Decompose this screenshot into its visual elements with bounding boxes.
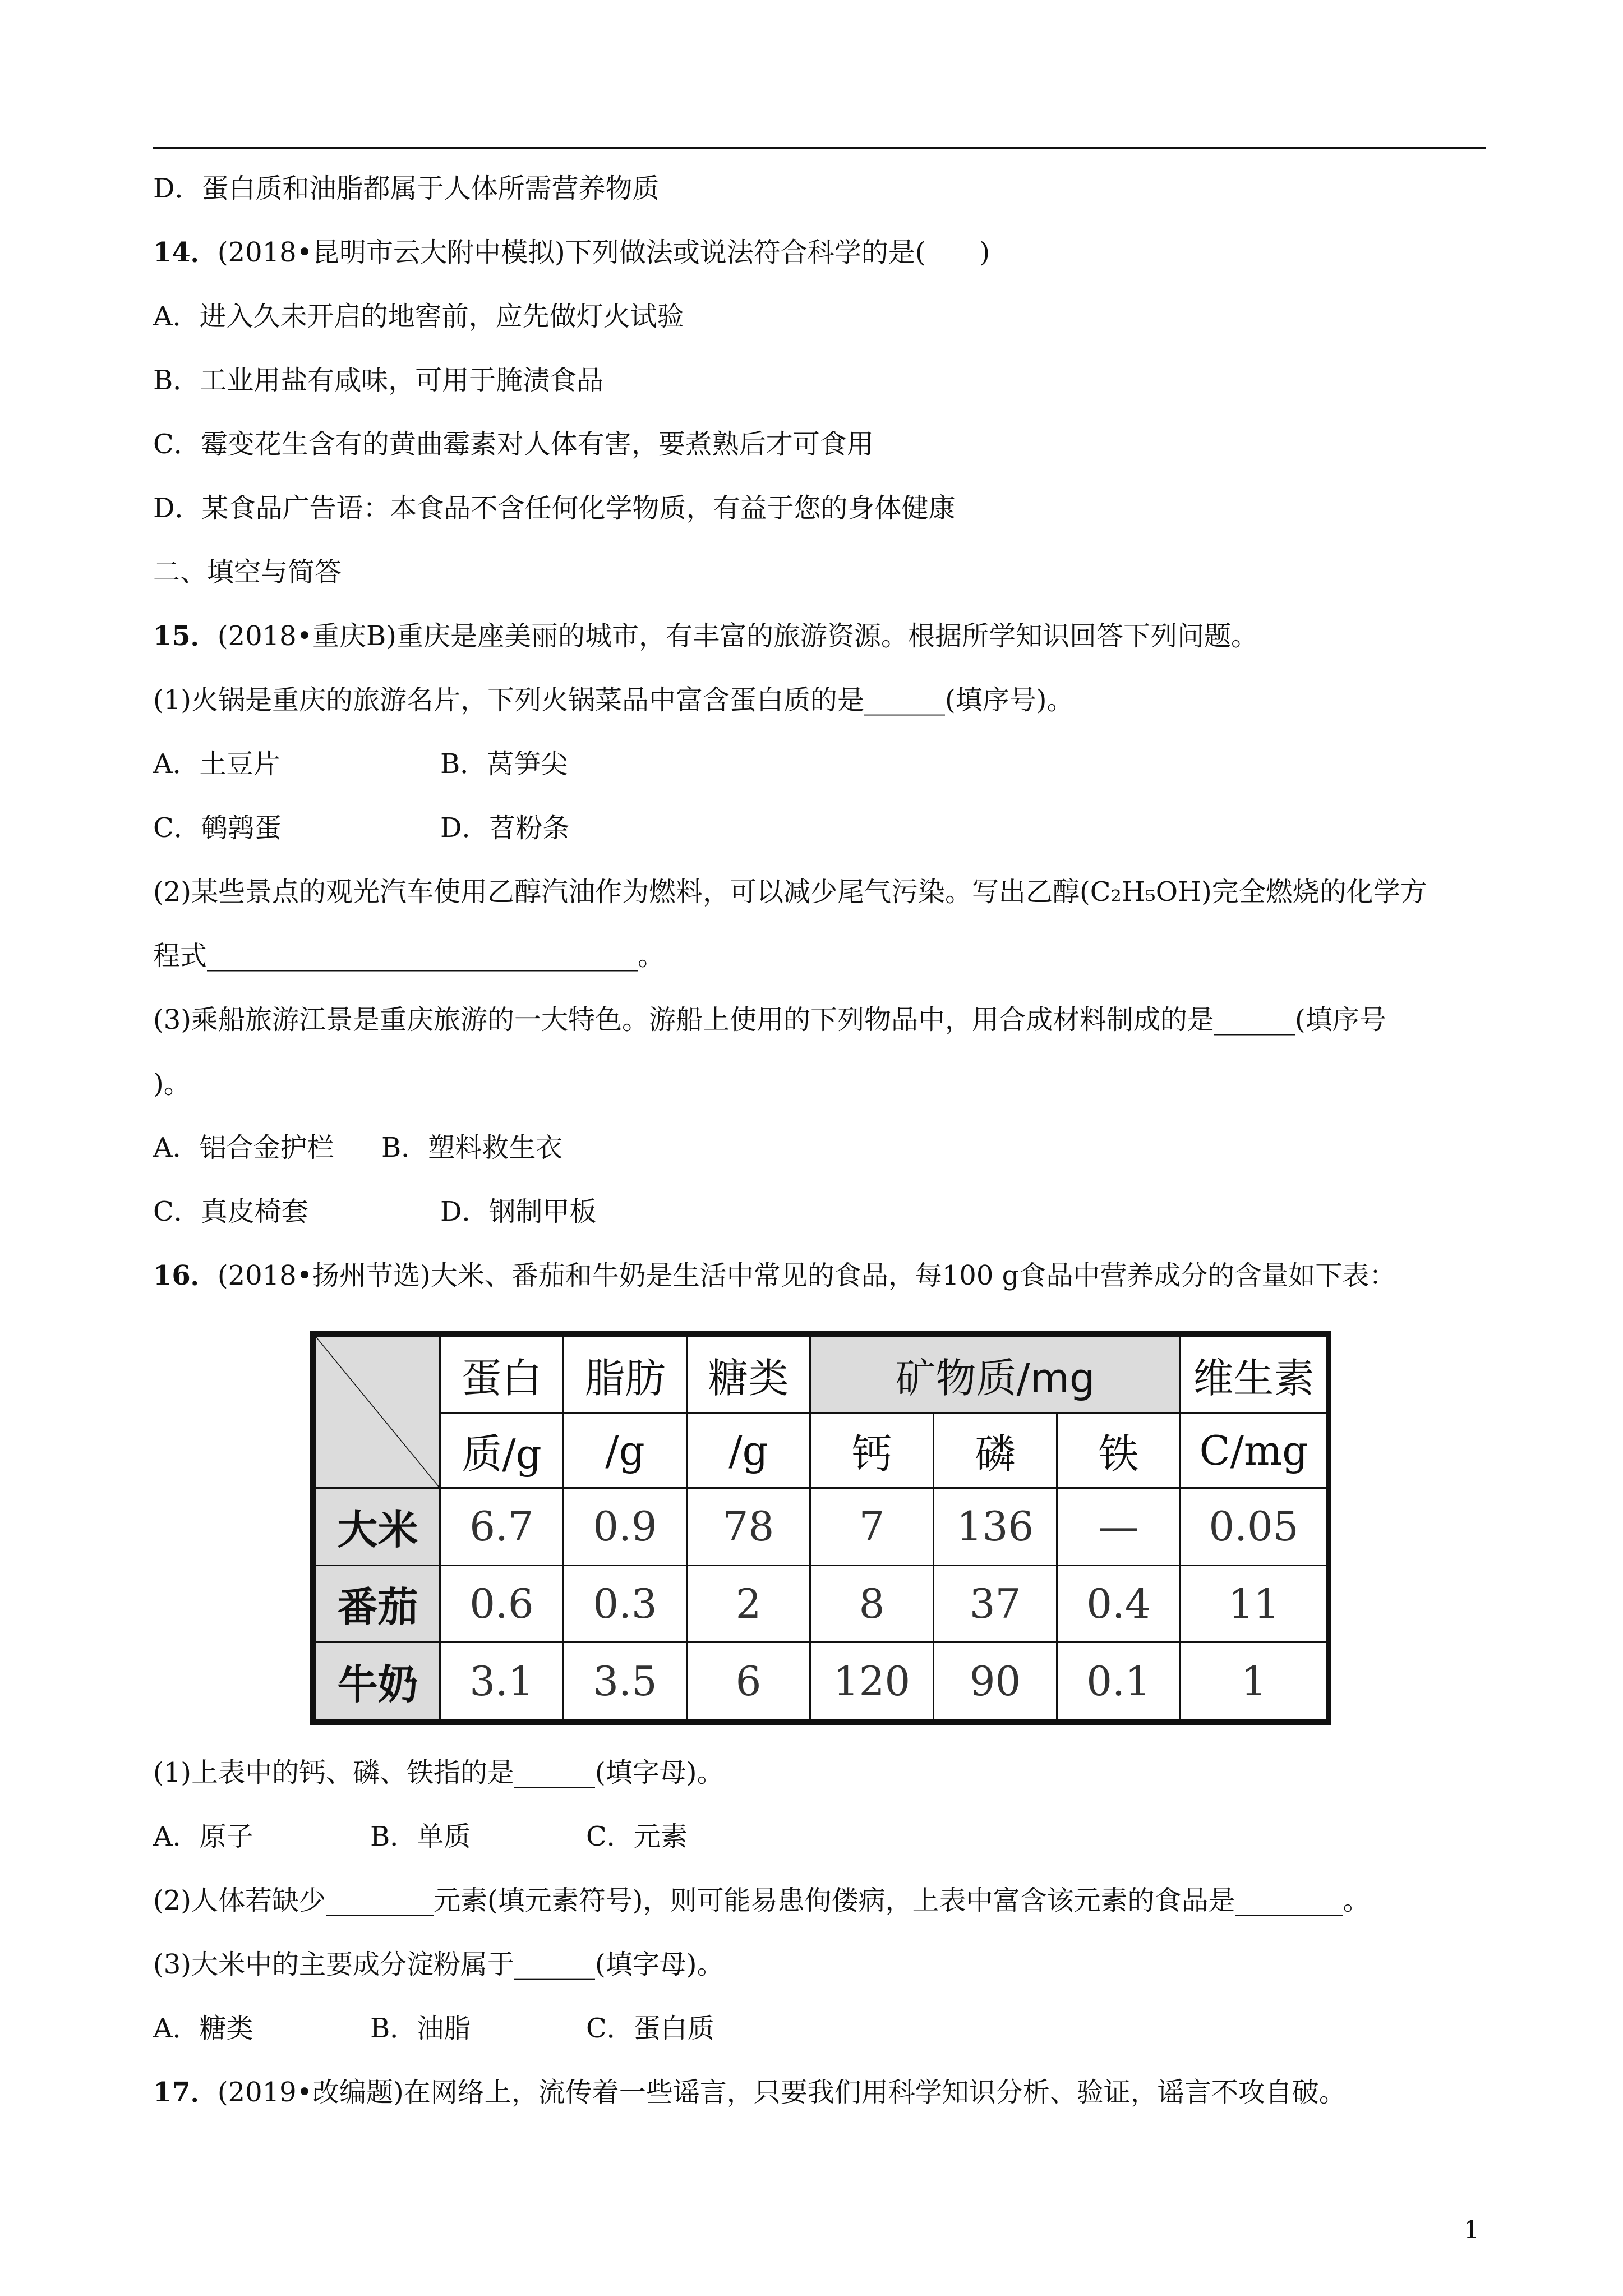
subquestion-3: (3)乘船旅游江景是重庆旅游的一大特色。游船上使用的下列物品中，用合成材料制成的是______(填序号 [153, 1004, 1386, 1036]
header-rule [153, 147, 1486, 149]
subquestion-3-continued: )。 [153, 1068, 191, 1099]
row-label: 大米 [316, 1488, 440, 1566]
table-cell: 136 [934, 1488, 1057, 1566]
corner-cell [316, 1337, 440, 1488]
header-vitamin-c: 维生素 [1181, 1337, 1327, 1414]
table-cell: 6.7 [440, 1488, 564, 1566]
option-a: A．进入久未开启的地窖前，应先做灯火试验 [153, 301, 684, 332]
question-16 [153, 1259, 1396, 1292]
subquestion-1: (1)上表中的钙、磷、铁指的是______(填字母)。 [153, 1757, 724, 1788]
header-phosphorus: 磷 [934, 1414, 1057, 1488]
option-c: C．真皮椅套 [153, 1196, 308, 1227]
subquestion-2: (2)某些景点的观光汽车使用乙醇汽油作为燃料，可以减少尾气污染。写出乙醇(C₂H₅OH)完全燃烧的化学方 [153, 876, 1427, 908]
subquestion-2: (2)人体若缺少________元素(填元素符号)，则可能易患佝偻病，上表中富含该元素的食品是________。 [153, 1885, 1370, 1916]
option-b: B．单质 [370, 1821, 471, 1852]
table-cell: 0.05 [1181, 1488, 1327, 1566]
header-fat-unit: /g [564, 1414, 687, 1488]
table-cell: 6 [687, 1642, 810, 1720]
option-c: C．鹌鹑蛋 [153, 812, 282, 844]
option-a: A．糖类 [153, 2013, 253, 2044]
question-text: (2018•重庆B)重庆是座美丽的城市，有丰富的旅游资源。根据所学知识回答下列问题。 [217, 620, 1258, 652]
question-15 [153, 619, 1258, 653]
question-text: (2018•扬州节选)大米、番茄和牛奶是生活中常见的食品，每100 g食品中营养成分的含量如下表： [217, 1260, 1396, 1291]
table-cell: 0.1 [1057, 1642, 1181, 1720]
option-b: B．油脂 [370, 2013, 471, 2044]
row-label: 牛奶 [316, 1642, 440, 1720]
option-line: D．蛋白质和油脂都属于人体所需营养物质 [153, 173, 660, 204]
option-a: A．土豆片 [153, 748, 280, 780]
header-mineral: 矿物质/mg [810, 1337, 1181, 1414]
nutrition-table [310, 1331, 1331, 1725]
option-a: A．原子 [153, 1821, 253, 1852]
question-text: (2018•昆明市云大附中模拟)下列做法或说法符合科学的是( ) [217, 237, 990, 268]
table-cell: 1 [1181, 1642, 1327, 1720]
table-row [316, 1488, 1327, 1566]
header-protein: 蛋白 [440, 1337, 564, 1414]
header-sugar-unit: /g [687, 1414, 810, 1488]
question-17 [153, 2076, 1346, 2109]
option-c: C．元素 [586, 1821, 688, 1852]
option-b: B．工业用盐有咸味，可用于腌渍食品 [153, 365, 604, 396]
header-fat: 脂肪 [564, 1337, 687, 1414]
option-d: D．钢制甲板 [440, 1196, 597, 1227]
table-cell: 0.6 [440, 1565, 564, 1642]
table-row [316, 1565, 1327, 1642]
question-number: 16． [153, 1260, 218, 1291]
table-cell: 2 [687, 1565, 810, 1642]
option-a: A．铝合金护栏 [153, 1132, 334, 1163]
section-heading: 二、填空与简答 [153, 556, 342, 588]
subquestion-3: (3)大米中的主要成分淀粉属于______(填字母)。 [153, 1949, 724, 1980]
table-cell: 8 [810, 1565, 934, 1642]
table-cell: 0.9 [564, 1488, 687, 1566]
option-b: B．莴笋尖 [440, 748, 568, 780]
question-14 [153, 236, 990, 269]
option-b: B．塑料救生衣 [381, 1132, 563, 1163]
table-cell: 3.5 [564, 1642, 687, 1720]
table-cell: 3.1 [440, 1642, 564, 1720]
subquestion-2-continued: 程式________________________________。 [153, 940, 665, 972]
header-sugar: 糖类 [687, 1337, 810, 1414]
table-cell: 120 [810, 1642, 934, 1720]
header-protein-unit: 质/g [440, 1414, 564, 1488]
table-cell: 37 [934, 1565, 1057, 1642]
question-text: (2019•改编题)在网络上，流传着一些谣言，只要我们用科学知识分析、验证，谣言不攻自破。 [217, 2077, 1346, 2108]
table-cell: 0.4 [1057, 1565, 1181, 1642]
table-row [316, 1642, 1327, 1720]
table-cell: 11 [1181, 1565, 1327, 1642]
table-cell: 78 [687, 1488, 810, 1566]
question-number: 14． [153, 237, 218, 268]
header-iron: 铁 [1057, 1414, 1181, 1488]
table-cell: — [1057, 1488, 1181, 1566]
option-c: C．蛋白质 [586, 2013, 714, 2044]
question-number: 15． [153, 620, 218, 652]
table-cell: 7 [810, 1488, 934, 1566]
question-number: 17． [153, 2077, 218, 2108]
header-vitamin-c-unit: C/mg [1181, 1414, 1327, 1488]
header-calcium: 钙 [810, 1414, 934, 1488]
page-number: 1 [1464, 2216, 1479, 2244]
diagonal-line [316, 1337, 439, 1487]
option-d: D．某食品广告语：本食品不含任何化学物质，有益于您的身体健康 [153, 493, 956, 524]
subquestion-1: (1)火锅是重庆的旅游名片，下列火锅菜品中富含蛋白质的是______(填序号)。 [153, 684, 1074, 716]
table-cell: 90 [934, 1642, 1057, 1720]
option-d: D．苕粉条 [440, 812, 570, 844]
row-label: 番茄 [316, 1565, 440, 1642]
option-c: C．霉变花生含有的黄曲霉素对人体有害，要煮熟后才可食用 [153, 429, 874, 460]
table-cell: 0.3 [564, 1565, 687, 1642]
